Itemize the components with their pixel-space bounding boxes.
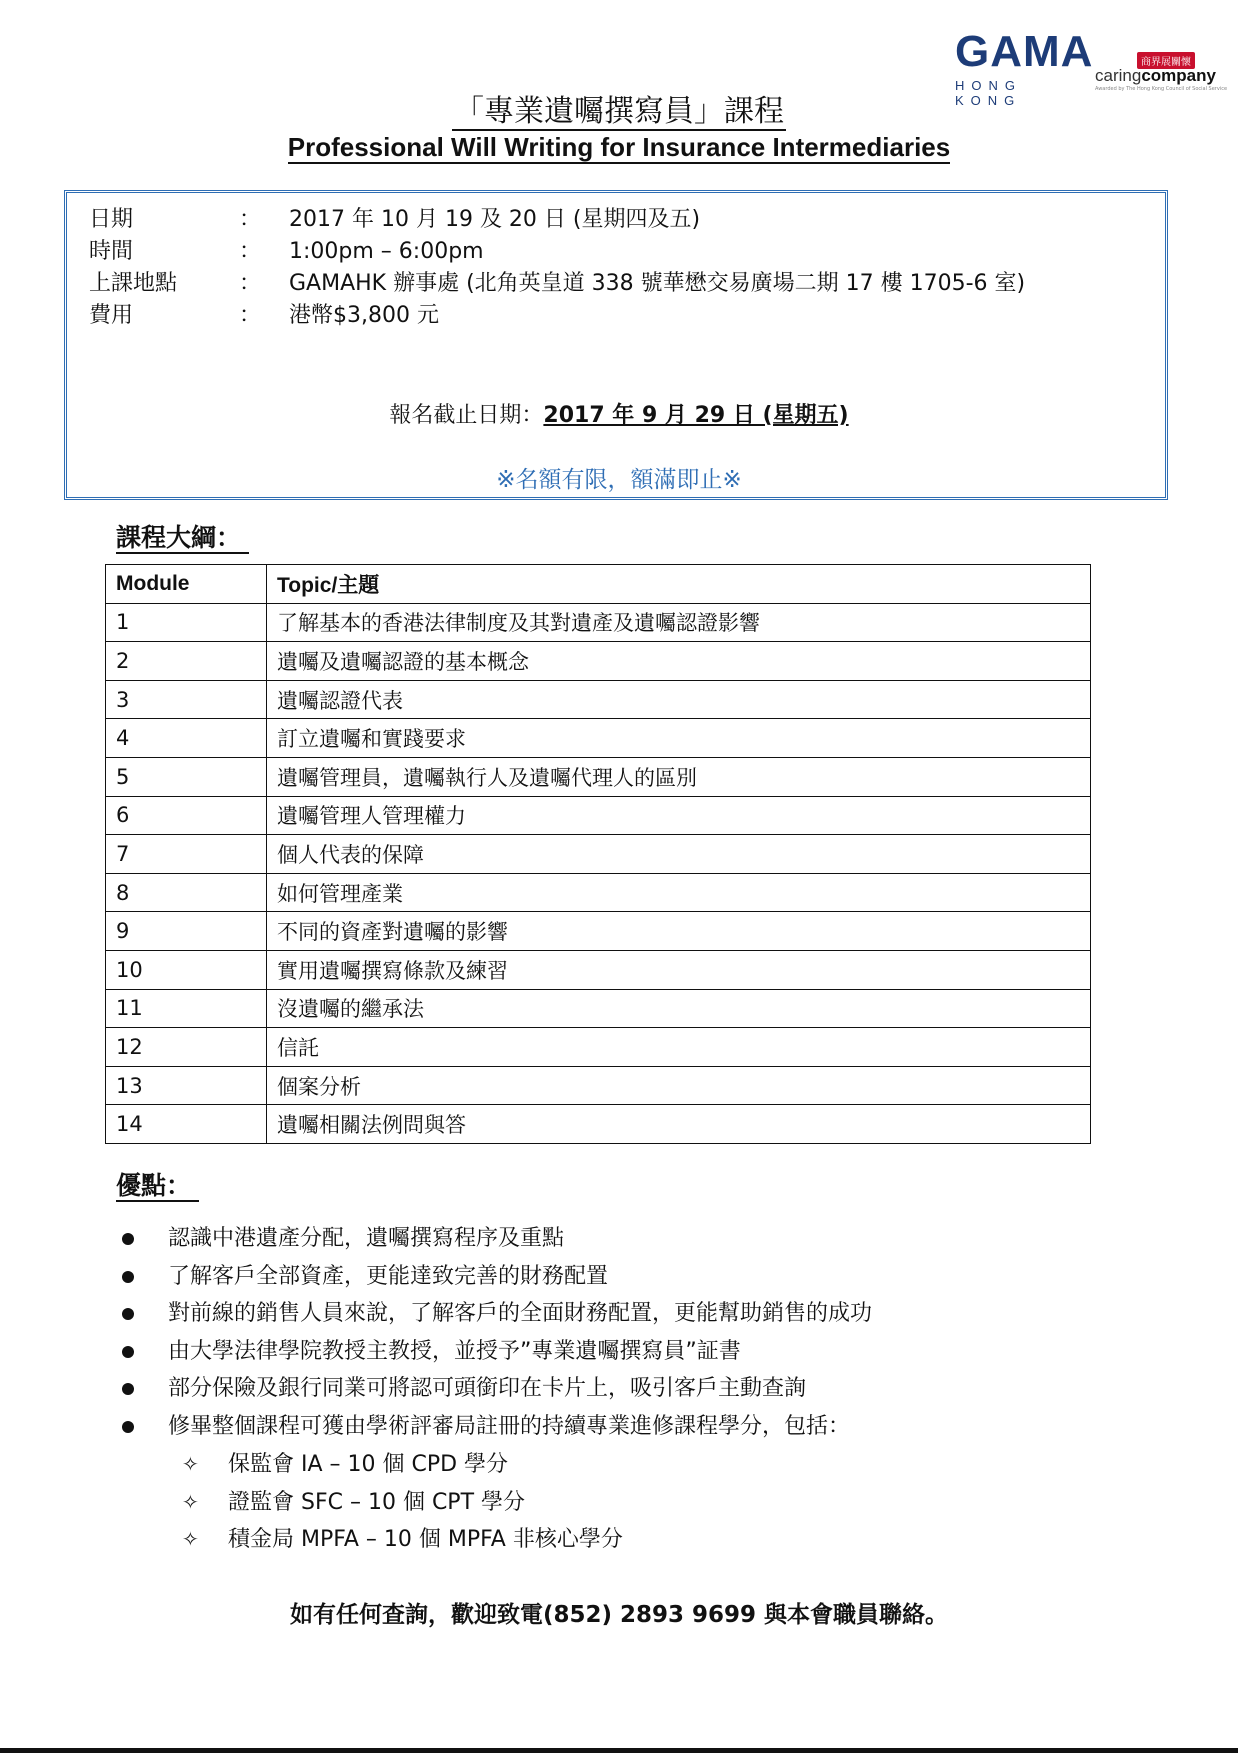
advantage-text: 了解客戶全部資產，更能達致完善的財務配置 (168, 1263, 609, 1289)
list-item (116, 1333, 872, 1371)
module-topic: 了解基本的香港法律制度及其對遺產及遺囑認證影響 (267, 603, 1091, 642)
gama-logo-word: GAMA (955, 27, 1094, 76)
list-item (116, 1370, 872, 1408)
module-topic: 遺囑管理人管理權力 (267, 796, 1091, 835)
list-item (116, 1408, 872, 1446)
table-row (106, 989, 1091, 1028)
caring-word: caringcompany (1095, 66, 1216, 85)
module-topic: 遺囑認證代表 (267, 680, 1091, 719)
module-number: 9 (106, 912, 267, 951)
contact-note: 如有任何查詢，歡迎致電(852) 2893 9699 與本會職員聯絡。 (289, 1602, 949, 1628)
table-row (106, 642, 1091, 681)
gama-logo-sub: HONG KONG (955, 78, 1022, 108)
caring-badge: 商界展關懷 (1137, 52, 1195, 69)
module-number: 1 (106, 603, 267, 642)
module-number: 11 (106, 989, 267, 1028)
module-number: 10 (106, 950, 267, 989)
module-number: 7 (106, 835, 267, 874)
module-number: 12 (106, 1028, 267, 1067)
star-diamond-icon: ✧ (182, 1452, 199, 1476)
module-topic: 訂立遺囑和實踐要求 (267, 719, 1091, 758)
advantage-text: 部分保險及銀行同業可將認可頭銜印在卡片上，吸引客戶主動查詢 (168, 1376, 807, 1402)
module-topic: 信託 (267, 1028, 1091, 1067)
table-row (106, 912, 1091, 951)
topic-header: Topic/主題 (267, 565, 1091, 604)
module-topic: 如何管理產業 (267, 873, 1091, 912)
table-row (106, 757, 1091, 796)
page-title-english: Professional Will Writing for Insurance Intermediaries (287, 132, 951, 162)
table-row (106, 835, 1091, 874)
module-topic: 實用遺囑撰寫條款及練習 (267, 950, 1091, 989)
caring-fine-print: Awarded by The Hong Kong Council of Social Service (1095, 86, 1228, 92)
module-topic: 個案分析 (267, 1066, 1091, 1105)
module-topic: 沒遺囑的繼承法 (267, 989, 1091, 1028)
module-number: 3 (106, 680, 267, 719)
module-topic: 不同的資產對遺囑的影響 (267, 912, 1091, 951)
syllabus-heading: 課程大綱： (116, 518, 249, 554)
advantage-text: 對前線的銷售人員來說，了解客戶的全面財務配置，更能幫助銷售的成功 (168, 1301, 873, 1327)
table-row (106, 603, 1091, 642)
module-topic: 遺囑相關法例問與答 (267, 1105, 1091, 1144)
advantage-text: 認識中港遺產分配，遺囑撰寫程序及重點 (168, 1226, 565, 1251)
bullet-icon (122, 1271, 134, 1283)
table-row (106, 1028, 1091, 1067)
credit-text: 積金局 MPFA – 10 個 MPFA 非核心學分 (228, 1527, 623, 1553)
module-number: 6 (106, 796, 267, 835)
module-topic: 遺囑管理員，遺囑執行人及遺囑代理人的區別 (267, 757, 1091, 796)
module-number: 8 (106, 873, 267, 912)
advantages-heading: 優點： (116, 1166, 199, 1202)
list-item (116, 1295, 872, 1333)
advantage-text: 由大學法律學院教授主教授，並授予”專業遺囑撰寫員”証書 (168, 1338, 741, 1364)
bullet-icon (122, 1421, 134, 1433)
module-number: 14 (106, 1105, 267, 1144)
star-diamond-icon: ✧ (182, 1489, 199, 1514)
module-header: Module (106, 565, 267, 604)
module-number: 4 (106, 719, 267, 758)
module-topic: 個人代表的保障 (267, 835, 1091, 874)
bottom-rule (0, 1748, 1238, 1753)
star-diamond-icon: ✧ (182, 1527, 199, 1552)
credit-text: 保監會 IA – 10 個 CPD 學分 (228, 1452, 509, 1477)
table-header-row (106, 565, 1091, 604)
module-number: 13 (106, 1066, 267, 1105)
bullet-icon (122, 1346, 134, 1358)
list-item (178, 1446, 623, 1484)
quota-note: ※名額有限，額滿即止※ (496, 467, 742, 493)
advantages-list (116, 1220, 872, 1446)
table-row (106, 1066, 1091, 1105)
list-item (116, 1220, 872, 1258)
table-row (106, 680, 1091, 719)
list-item (116, 1258, 872, 1296)
bullet-icon (122, 1233, 134, 1245)
bullet-icon (122, 1308, 134, 1320)
credit-text: 證監會 SFC – 10 個 CPT 學分 (228, 1489, 526, 1515)
table-row (106, 1105, 1091, 1144)
list-item (178, 1521, 623, 1559)
bullet-icon (122, 1383, 134, 1395)
module-topic: 遺囑及遺囑認證的基本概念 (267, 642, 1091, 681)
table-row (106, 796, 1091, 835)
list-item (178, 1484, 623, 1522)
module-number: 5 (106, 757, 267, 796)
syllabus-table (105, 564, 1091, 1144)
table-row (106, 719, 1091, 758)
cpd-credits-list (178, 1446, 623, 1559)
module-number: 2 (106, 642, 267, 681)
page-title-chinese: 「專業遺囑撰寫員」課程 (454, 94, 784, 129)
table-row (106, 950, 1091, 989)
course-info-box: 日期 ： 2017 年 10 月 19 及 20 日 (星期四及五) 時間 ： 1:00pm – 6:00pm 上課地點 ： GAMAHK 辦事處 (北角英皇道 338 號華懋交易廣場二期 17 樓 1705-6 室) 費用 ： 港幣$3,800 元 報名截止日期：2017 年 9 月 29 日 (星期五) ※名額有限，額滿即止※ (64, 190, 1168, 500)
table-row (106, 873, 1091, 912)
registration-deadline: 報名截止日期：2017 年 9 月 29 日 (星期五) (389, 403, 849, 428)
advantage-text: 修畢整個課程可獲由學術評審局註冊的持續專業進修課程學分，包括： (168, 1413, 851, 1439)
